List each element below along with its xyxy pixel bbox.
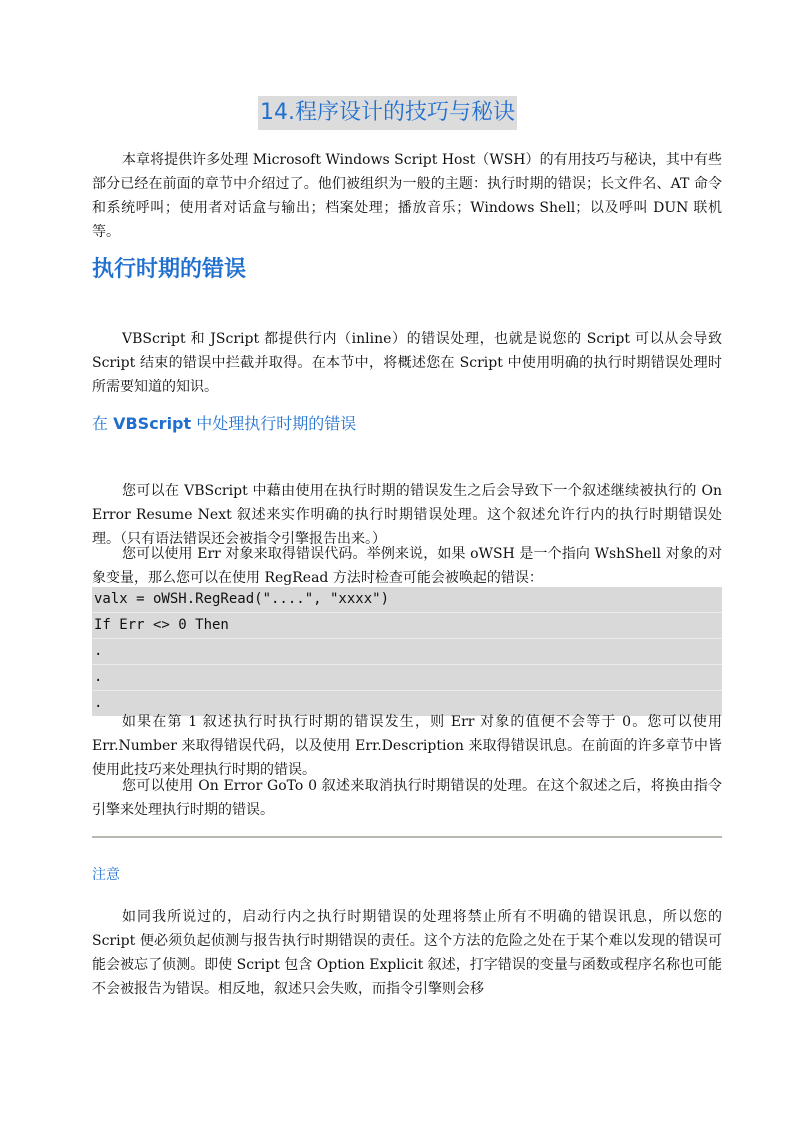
- code-line: If Err <> 0 Then: [92, 613, 722, 639]
- subsection-heading-vbscript: [92, 412, 356, 436]
- code-line: .: [94, 695, 103, 711]
- note-label: 注意: [92, 867, 120, 883]
- chapter-title: 14.程序设计的技巧与秘诀: [258, 96, 517, 130]
- vbscript-paragraph-3: 如果在第 1 叙述执行时执行时期的错误发生，则 Err 对象的值便不会等于 0。您可以使用 Err.Number 来取得错误代码，以及使用 Err.Description 来取得错误讯息。在前面的许多章节中皆使用此技巧来处理执行时期的错误。: [92, 714, 722, 778]
- code-line: .: [92, 639, 722, 665]
- section-heading-runtime-errors: 执行时期的错误: [92, 257, 247, 282]
- note-paragraph: 如同我所说过的，启动行内之执行时期错误的处理将禁止所有不明确的错误讯息，所以您的 Script 便必须负起侦测与报告执行时期错误的责任。这个方法的危险之处在于某个难以发现的错误可能会被忘了侦测。即使 Script 包含 Option Explicit 叙述，打字错误的变量与函数或程序名称也可能不会被报告为错误。相反地，叙述只会失败，而指令引擎则会移: [92, 909, 722, 997]
- heading-suffix: 中处理执行时期的错误: [191, 414, 357, 433]
- heading-vbscript-bold: VBScript: [113, 414, 192, 433]
- intro-paragraph: 本章将提供许多处理 Microsoft Windows Script Host（WSH）的有用技巧与秘诀，其中有些部分已经在前面的章节中介绍过了。他们被组织为一般的主题：执行时期的错误；长文件名、AT 命令和系统呼叫；使用者对话盒与输出；档案处理；播放音乐；Windows Shell；以及呼叫 DUN 联机等。: [92, 152, 722, 240]
- vbscript-paragraph-1: 您可以在 VBScript 中藉由使用在执行时期的错误发生之后会导致下一个叙述继续被执行的 On Error Resume Next 叙述来实作明确的执行时期错误处理。这个叙述允许行内的执行时期错误处理。（只有语法错误还会被指令引擎报告出来。）: [92, 483, 722, 547]
- vbscript-paragraph-2: 您可以使用 Err 对象来取得错误代码。举例来说，如果 oWSH 是一个指向 WshShell 对象的对象变量，那么您可以在使用 RegRead 方法时检查可能会被唤起的错误：: [92, 546, 722, 586]
- code-line: .: [92, 665, 722, 691]
- section-runtime-errors-paragraph: VBScript 和 JScript 都提供行内（inline）的错误处理，也就是说您的 Script 可以从会导致 Script 结束的错误中拦截并取得。在本节中，将概述您在 Script 中使用明确的执行时期错误处理时所需要知道的知识。: [92, 331, 722, 395]
- vbscript-paragraph-4: 您可以使用 On Error GoTo 0 叙述来取消执行时期错误的处理。在这个叙述之后，将换由指令引擎来处理执行时期的错误。: [92, 778, 722, 818]
- heading-prefix: 在: [92, 414, 114, 433]
- code-block: [92, 587, 722, 716]
- horizontal-rule: [92, 836, 722, 838]
- code-line: valx = oWSH.RegRead("....", "xxxx"): [92, 587, 722, 613]
